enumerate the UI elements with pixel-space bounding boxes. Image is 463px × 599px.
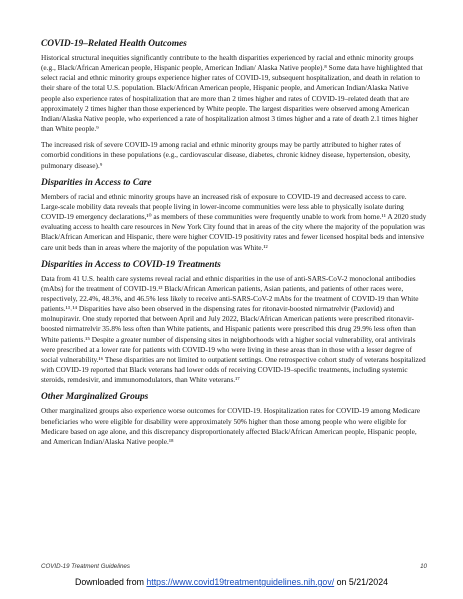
section-health-outcomes [41, 38, 427, 171]
section-access-to-treatments [41, 259, 427, 386]
download-prefix: Downloaded from [74, 577, 144, 587]
page-number: 10 [420, 563, 427, 570]
section-access-to-care [41, 177, 427, 253]
section-other-marginalized-groups [41, 391, 427, 447]
download-date: on 5/21/2024 [336, 577, 388, 587]
paragraph: Historical structural inequities significantly contribute to the health disparities experienced by racial and ethnic minority groups (e.g., Black/African American people, Hispanic people, American Indian/ Alaska Native people).⁸ Some data have highlighted that select racial and ethnic minority groups experience higher rates of COVID-19, subsequent hospitalization, and death in relation to their share of the total U.S. population. Black/African American people, Hispanic people, and American Indian/Alaska Native people also experience rates of hospitalization that are more than 2 times higher and rates of COVID-19–related death that are approximately 2 times higher than those experienced by White people. The largest disparities were observed among American Indian/Alaska Native people, who experienced a rate of hospitalization almost 3 times higher and a rate of death 2.1 times higher than White people.⁹ [41, 53, 423, 134]
section-heading: Other Marginalized Groups [41, 392, 149, 403]
footer-title: COVID-19 Treatment Guidelines [41, 563, 130, 570]
section-heading: Disparities in Access to Care [41, 177, 152, 188]
paragraph: Data from 41 U.S. health care systems reveal racial and ethnic disparities in the use of anti-SARS-CoV-2 monoclonal antibodies (mAbs) for the treatment of COVID-19.¹³ Black/African American patients, Asian patients, and patients of other races were, respectively, 22.4%, 48.3%, and 46.5% less likely to receive anti-SARS-CoV-2 mAbs for the treatment of COVID-19 than White patients.¹³˒¹⁴ Disparities have also been observed in the dispensing rates for ritonavir-boosted nirmatrelvir (Paxlovid) and molnupiravir. One study reported that between April and July 2022, Black/African American patients were prescribed ritonavir-boosted nirmatrelvir 35.8% less often than White patients, and Hispanic patients were prescribed this drug 29.9% less often than White patients.¹⁵ Despite a greater number of dispensing sites in neighborhoods with a higher social vulnerability, oral antivirals were prescribed at a lower rate for patients with COVID-19 who were living in these areas than in those with a lesser degree of social vulnerability.¹⁶ These disparities are not limited to outpatient settings. One retrospective cohort study of veterans hospitalized with COVID-19 reported that Black veterans had lower odds of receiving COVID-19–specific treatments, including systemic steroids, remdesivir, and immunomodulators, than White veterans.¹⁷ [41, 273, 426, 385]
section-heading: COVID-19–Related Health Outcomes [41, 39, 187, 49]
download-notice [0, 577, 463, 587]
paragraph: Other marginalized groups also experience worse outcomes for COVID-19. Hospitalization rates for COVID-19 among Medicare beneficiaries who were eligible for disability were approximately 50% higher than those among people who were eligible for Medicare based on age alone, and this discrepancy disproportionately affected Black/African American people, Hispanic people, and American Indian/Alaska Native people.¹⁸ [41, 406, 420, 446]
paragraph: The increased risk of severe COVID-19 among racial and ethnic minority groups may be partly attributed to higher rates of comorbid conditions in these populations (e.g., cardiovascular disease, diabetes, chronic kidney disease, hypertension, obesity, pulmonary disease).⁹ [41, 140, 411, 170]
page-body [41, 38, 427, 453]
guidelines-link[interactable]: https://www.covid19treatmentguidelines.nih.gov/ [146, 577, 335, 587]
paragraph: Members of racial and ethnic minority groups have an increased risk of exposure to COVID-19 and decreased access to care. Large-scale mobility data reveals that people living in lower-income communities were less able to physically isolate during COVID-19 emergency declarations,¹⁰ as members of these communities were frequently unable to work from home.¹¹ A 2020 study evaluating access to health care resources in New York City found that in areas of the city where the majority of the population was Black/African American and Hispanic, there were higher COVID-19 positivity rates and fewer licensed hospital beds and intensive care unit beds than in areas where the majority of the population was White.¹² [41, 191, 427, 252]
section-heading: Disparities in Access to COVID-19 Treatments [41, 259, 221, 270]
